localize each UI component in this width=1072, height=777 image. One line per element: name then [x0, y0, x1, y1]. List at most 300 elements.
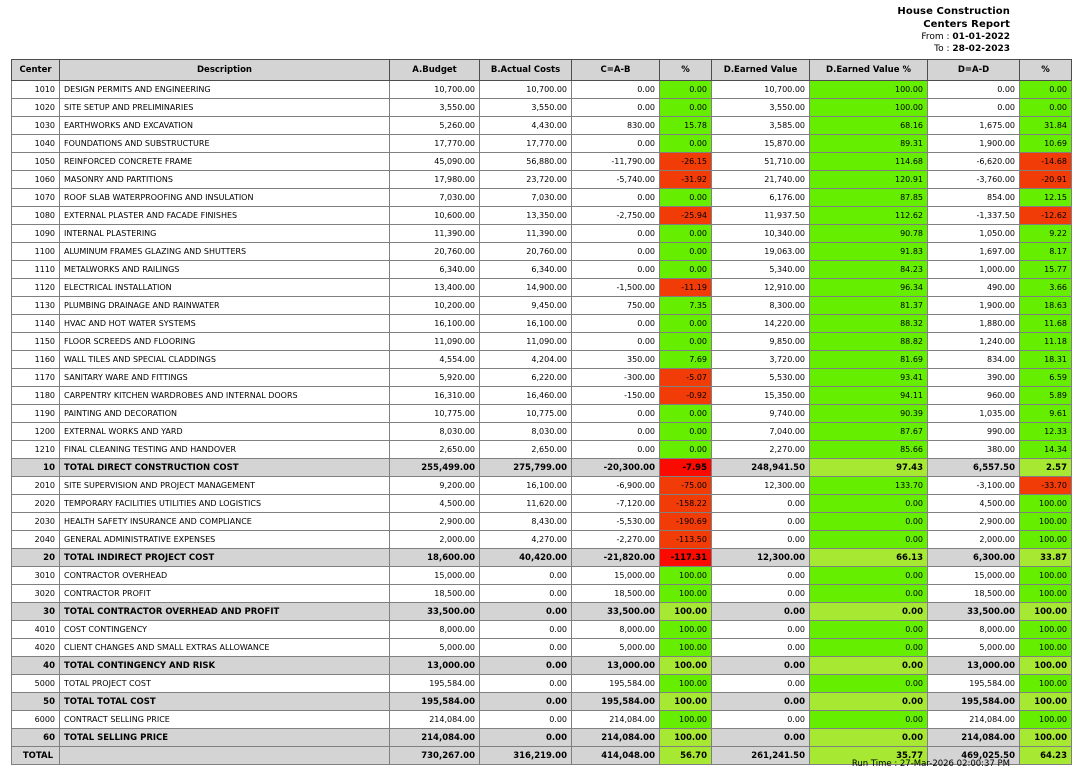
cell-variance-pct: -7.95 — [660, 459, 712, 477]
table-row — [12, 567, 1072, 585]
cell-actual-costs: 3,550.00 — [480, 99, 572, 117]
cell-earned-value-pct: 81.69 — [810, 351, 928, 369]
column-header-budget-minus-ev-pct: % — [1020, 60, 1072, 81]
cell-budget-minus-ev: 0.00 — [928, 81, 1020, 99]
cell-center: 30 — [12, 603, 60, 621]
cell-variance-pct: 0.00 — [660, 225, 712, 243]
cell-budget: 214,084.00 — [390, 729, 480, 747]
cell-budget-minus-ev-pct: 100.00 — [1020, 675, 1072, 693]
table-row — [12, 441, 1072, 459]
cell-budget-minus-ev-pct: -33.70 — [1020, 477, 1072, 495]
cell-variance: -2,270.00 — [572, 531, 660, 549]
cell-budget-minus-ev: 1,697.00 — [928, 243, 1020, 261]
cell-center: 1160 — [12, 351, 60, 369]
cell-earned-value: 15,870.00 — [712, 135, 810, 153]
table-header-row — [12, 60, 1072, 81]
column-header-actual-costs: B.Actual Costs — [480, 60, 572, 81]
cell-actual-costs: 0.00 — [480, 729, 572, 747]
cell-center: 1080 — [12, 207, 60, 225]
cell-budget: 2,000.00 — [390, 531, 480, 549]
cell-actual-costs: 6,220.00 — [480, 369, 572, 387]
cell-budget-minus-ev: 2,000.00 — [928, 531, 1020, 549]
cell-description: TOTAL INDIRECT PROJECT COST — [60, 549, 390, 567]
cell-earned-value: 248,941.50 — [712, 459, 810, 477]
cell-center: 2010 — [12, 477, 60, 495]
cell-variance-pct: -117.31 — [660, 549, 712, 567]
cell-actual-costs: 4,204.00 — [480, 351, 572, 369]
cell-variance: -20,300.00 — [572, 459, 660, 477]
cell-budget-minus-ev: 1,035.00 — [928, 405, 1020, 423]
cell-earned-value: 0.00 — [712, 675, 810, 693]
cell-budget-minus-ev: 1,900.00 — [928, 297, 1020, 315]
column-header-earned-value-pct: D.Earned Value % — [810, 60, 928, 81]
table-row — [12, 477, 1072, 495]
cell-earned-value: 3,550.00 — [712, 99, 810, 117]
cell-variance-pct: 15.78 — [660, 117, 712, 135]
cell-variance: 750.00 — [572, 297, 660, 315]
cell-budget-minus-ev-pct: -14.68 — [1020, 153, 1072, 171]
table-body — [12, 81, 1072, 765]
cell-budget: 730,267.00 — [390, 747, 480, 765]
cell-budget-minus-ev-pct: 0.00 — [1020, 81, 1072, 99]
cell-budget: 195,584.00 — [390, 675, 480, 693]
cell-earned-value: 9,850.00 — [712, 333, 810, 351]
cell-variance-pct: 7.69 — [660, 351, 712, 369]
column-header-budget-minus-ev: D=A-D — [928, 60, 1020, 81]
cell-budget-minus-ev: 1,000.00 — [928, 261, 1020, 279]
cell-center: 1010 — [12, 81, 60, 99]
cell-budget-minus-ev-pct: 11.18 — [1020, 333, 1072, 351]
cell-center: TOTAL — [12, 747, 60, 765]
cell-budget-minus-ev-pct: -12.62 — [1020, 207, 1072, 225]
cell-earned-value-pct: 0.00 — [810, 693, 928, 711]
cell-variance-pct: 0.00 — [660, 315, 712, 333]
cell-earned-value-pct: 0.00 — [810, 513, 928, 531]
cell-variance-pct: 100.00 — [660, 603, 712, 621]
table-row — [12, 117, 1072, 135]
cell-earned-value: 0.00 — [712, 729, 810, 747]
cell-budget-minus-ev-pct: 100.00 — [1020, 621, 1072, 639]
report-table — [11, 59, 1072, 765]
cell-budget-minus-ev: 469,025.50 — [928, 747, 1020, 765]
cell-earned-value-pct: 0.00 — [810, 639, 928, 657]
cell-budget: 18,500.00 — [390, 585, 480, 603]
table-row — [12, 531, 1072, 549]
cell-budget-minus-ev-pct: 14.34 — [1020, 441, 1072, 459]
table-row — [12, 315, 1072, 333]
cell-description: ALUMINUM FRAMES GLAZING AND SHUTTERS — [60, 243, 390, 261]
cell-variance: 350.00 — [572, 351, 660, 369]
table-row — [12, 495, 1072, 513]
cell-budget-minus-ev-pct: 64.23 — [1020, 747, 1072, 765]
cell-budget-minus-ev: 8,000.00 — [928, 621, 1020, 639]
table-row — [12, 387, 1072, 405]
cell-center: 1200 — [12, 423, 60, 441]
cell-variance-pct: -158.22 — [660, 495, 712, 513]
cell-earned-value: 0.00 — [712, 657, 810, 675]
cell-earned-value: 0.00 — [712, 495, 810, 513]
cell-budget-minus-ev-pct: 5.89 — [1020, 387, 1072, 405]
column-header-variance-pct: % — [660, 60, 712, 81]
cell-variance: 0.00 — [572, 99, 660, 117]
cell-budget: 17,770.00 — [390, 135, 480, 153]
cell-center: 1130 — [12, 297, 60, 315]
cell-actual-costs: 0.00 — [480, 693, 572, 711]
cell-variance-pct: 100.00 — [660, 675, 712, 693]
cell-center: 1110 — [12, 261, 60, 279]
cell-earned-value: 3,585.00 — [712, 117, 810, 135]
cell-budget-minus-ev: 214,084.00 — [928, 729, 1020, 747]
cell-earned-value-pct: 66.13 — [810, 549, 928, 567]
cell-center: 1090 — [12, 225, 60, 243]
cell-description: TOTAL SELLING PRICE — [60, 729, 390, 747]
table-row — [12, 369, 1072, 387]
cell-budget-minus-ev-pct: 31.84 — [1020, 117, 1072, 135]
cell-budget-minus-ev: 0.00 — [928, 99, 1020, 117]
cell-center: 1020 — [12, 99, 60, 117]
cell-budget: 4,554.00 — [390, 351, 480, 369]
cell-budget-minus-ev: 990.00 — [928, 423, 1020, 441]
table-row — [12, 405, 1072, 423]
table-row — [12, 99, 1072, 117]
cell-variance: -7,120.00 — [572, 495, 660, 513]
cell-budget-minus-ev: 5,000.00 — [928, 639, 1020, 657]
column-header-budget: A.Budget — [390, 60, 480, 81]
cell-actual-costs: 4,430.00 — [480, 117, 572, 135]
cell-description: METALWORKS AND RAILINGS — [60, 261, 390, 279]
cell-budget-minus-ev: 6,557.50 — [928, 459, 1020, 477]
table-row — [12, 153, 1072, 171]
cell-budget: 45,090.00 — [390, 153, 480, 171]
cell-budget: 10,200.00 — [390, 297, 480, 315]
cell-variance: 414,048.00 — [572, 747, 660, 765]
cell-budget: 16,310.00 — [390, 387, 480, 405]
cell-earned-value-pct: 96.34 — [810, 279, 928, 297]
cell-earned-value-pct: 0.00 — [810, 531, 928, 549]
cell-variance-pct: 56.70 — [660, 747, 712, 765]
cell-variance-pct: 7.35 — [660, 297, 712, 315]
cell-variance-pct: -11.19 — [660, 279, 712, 297]
cell-description: CONTRACTOR OVERHEAD — [60, 567, 390, 585]
cell-actual-costs: 40,420.00 — [480, 549, 572, 567]
cell-earned-value-pct: 94.11 — [810, 387, 928, 405]
cell-budget-minus-ev-pct: 100.00 — [1020, 711, 1072, 729]
cell-variance: 13,000.00 — [572, 657, 660, 675]
table-header — [12, 60, 1072, 81]
cell-budget: 10,600.00 — [390, 207, 480, 225]
cell-variance: -150.00 — [572, 387, 660, 405]
cell-earned-value: 0.00 — [712, 585, 810, 603]
cell-budget-minus-ev-pct: 100.00 — [1020, 513, 1072, 531]
cell-variance: -2,750.00 — [572, 207, 660, 225]
cell-variance-pct: -31.92 — [660, 171, 712, 189]
cell-actual-costs: 316,219.00 — [480, 747, 572, 765]
cell-variance: 0.00 — [572, 81, 660, 99]
cell-description: REINFORCED CONCRETE FRAME — [60, 153, 390, 171]
cell-budget: 4,500.00 — [390, 495, 480, 513]
cell-variance-pct: 0.00 — [660, 243, 712, 261]
cell-earned-value-pct: 87.67 — [810, 423, 928, 441]
cell-variance: 0.00 — [572, 423, 660, 441]
cell-description: EARTHWORKS AND EXCAVATION — [60, 117, 390, 135]
cell-budget-minus-ev-pct: 33.87 — [1020, 549, 1072, 567]
cell-budget-minus-ev-pct: 12.15 — [1020, 189, 1072, 207]
table-subtotal-row — [12, 603, 1072, 621]
run-time-label: Run Time : 27-Mar-2026 02:00:37 PM — [851, 759, 1010, 769]
cell-variance-pct: 0.00 — [660, 333, 712, 351]
cell-variance-pct: 100.00 — [660, 585, 712, 603]
cell-budget: 10,700.00 — [390, 81, 480, 99]
cell-description: MASONRY AND PARTITIONS — [60, 171, 390, 189]
cell-budget-minus-ev-pct: 10.69 — [1020, 135, 1072, 153]
cell-variance: -5,530.00 — [572, 513, 660, 531]
cell-earned-value: 5,340.00 — [712, 261, 810, 279]
cell-actual-costs: 11,620.00 — [480, 495, 572, 513]
cell-budget-minus-ev: 490.00 — [928, 279, 1020, 297]
cell-earned-value-pct: 0.00 — [810, 495, 928, 513]
cell-earned-value: 0.00 — [712, 531, 810, 549]
cell-earned-value-pct: 87.85 — [810, 189, 928, 207]
cell-center: 3010 — [12, 567, 60, 585]
cell-variance-pct: -5.07 — [660, 369, 712, 387]
cell-earned-value: 0.00 — [712, 567, 810, 585]
cell-earned-value-pct: 120.91 — [810, 171, 928, 189]
cell-actual-costs: 16,460.00 — [480, 387, 572, 405]
cell-budget: 17,980.00 — [390, 171, 480, 189]
cell-budget: 195,584.00 — [390, 693, 480, 711]
cell-variance-pct: -113.50 — [660, 531, 712, 549]
cell-earned-value: 3,720.00 — [712, 351, 810, 369]
cell-budget-minus-ev-pct: 100.00 — [1020, 639, 1072, 657]
cell-variance-pct: 0.00 — [660, 99, 712, 117]
cell-center: 1170 — [12, 369, 60, 387]
cell-actual-costs: 0.00 — [480, 585, 572, 603]
cell-earned-value-pct: 0.00 — [810, 603, 928, 621]
report-title-line-1: House Construction — [897, 6, 1010, 17]
cell-variance: 0.00 — [572, 441, 660, 459]
cell-actual-costs: 6,340.00 — [480, 261, 572, 279]
cell-earned-value-pct: 91.83 — [810, 243, 928, 261]
cell-center: 2030 — [12, 513, 60, 531]
cell-budget-minus-ev-pct: 3.66 — [1020, 279, 1072, 297]
cell-budget-minus-ev-pct: 100.00 — [1020, 495, 1072, 513]
cell-variance-pct: 100.00 — [660, 693, 712, 711]
cell-earned-value-pct: 81.37 — [810, 297, 928, 315]
cell-budget-minus-ev: 834.00 — [928, 351, 1020, 369]
cell-center: 1140 — [12, 315, 60, 333]
cell-center: 1100 — [12, 243, 60, 261]
report-date-to — [897, 44, 1010, 55]
cell-earned-value: 0.00 — [712, 513, 810, 531]
cell-budget: 3,550.00 — [390, 99, 480, 117]
cell-budget-minus-ev-pct: -20.91 — [1020, 171, 1072, 189]
table-subtotal-row — [12, 693, 1072, 711]
cell-description: HVAC AND HOT WATER SYSTEMS — [60, 315, 390, 333]
cell-center: 1050 — [12, 153, 60, 171]
cell-budget-minus-ev-pct: 100.00 — [1020, 585, 1072, 603]
cell-description: PLUMBING DRAINAGE AND RAINWATER — [60, 297, 390, 315]
table-subtotal-row — [12, 549, 1072, 567]
table-subtotal-row — [12, 729, 1072, 747]
cell-variance-pct: 100.00 — [660, 657, 712, 675]
cell-description: TEMPORARY FACILITIES UTILITIES AND LOGISTICS — [60, 495, 390, 513]
cell-earned-value: 0.00 — [712, 693, 810, 711]
cell-description: TOTAL CONTRACTOR OVERHEAD AND PROFIT — [60, 603, 390, 621]
cell-earned-value: 6,176.00 — [712, 189, 810, 207]
cell-actual-costs: 2,650.00 — [480, 441, 572, 459]
cell-budget-minus-ev: 33,500.00 — [928, 603, 1020, 621]
cell-description: EXTERNAL WORKS AND YARD — [60, 423, 390, 441]
column-header-variance: C=A-B — [572, 60, 660, 81]
cell-actual-costs: 14,900.00 — [480, 279, 572, 297]
cell-budget-minus-ev-pct: 12.33 — [1020, 423, 1072, 441]
cell-center: 1210 — [12, 441, 60, 459]
from-label: From : — [921, 32, 950, 42]
cell-budget: 13,000.00 — [390, 657, 480, 675]
table-row — [12, 171, 1072, 189]
cell-earned-value: 0.00 — [712, 603, 810, 621]
cell-budget: 5,000.00 — [390, 639, 480, 657]
cell-budget: 5,260.00 — [390, 117, 480, 135]
cell-budget: 8,030.00 — [390, 423, 480, 441]
cell-budget-minus-ev: 2,900.00 — [928, 513, 1020, 531]
cell-variance: 8,000.00 — [572, 621, 660, 639]
cell-budget: 2,900.00 — [390, 513, 480, 531]
report-table-container — [11, 59, 1067, 765]
cell-center: 10 — [12, 459, 60, 477]
cell-variance-pct: 100.00 — [660, 711, 712, 729]
cell-actual-costs: 0.00 — [480, 567, 572, 585]
cell-budget-minus-ev-pct: 8.17 — [1020, 243, 1072, 261]
cell-earned-value: 9,740.00 — [712, 405, 810, 423]
cell-variance-pct: 0.00 — [660, 81, 712, 99]
cell-budget: 8,000.00 — [390, 621, 480, 639]
cell-center: 4020 — [12, 639, 60, 657]
cell-earned-value-pct: 90.78 — [810, 225, 928, 243]
cell-variance: -11,790.00 — [572, 153, 660, 171]
cell-description: TOTAL TOTAL COST — [60, 693, 390, 711]
cell-description: FOUNDATIONS AND SUBSTRUCTURE — [60, 135, 390, 153]
cell-description: INTERNAL PLASTERING — [60, 225, 390, 243]
cell-actual-costs: 0.00 — [480, 675, 572, 693]
cell-budget-minus-ev-pct: 9.61 — [1020, 405, 1072, 423]
cell-budget-minus-ev-pct: 11.68 — [1020, 315, 1072, 333]
cell-description: GENERAL ADMINISTRATIVE EXPENSES — [60, 531, 390, 549]
cell-budget-minus-ev: -6,620.00 — [928, 153, 1020, 171]
table-row — [12, 189, 1072, 207]
table-row — [12, 225, 1072, 243]
cell-description: CARPENTRY KITCHEN WARDROBES AND INTERNAL DOORS — [60, 387, 390, 405]
cell-budget: 11,090.00 — [390, 333, 480, 351]
cell-description: ROOF SLAB WATERPROOFING AND INSULATION — [60, 189, 390, 207]
column-header-description: Description — [60, 60, 390, 81]
cell-earned-value: 12,300.00 — [712, 477, 810, 495]
cell-earned-value-pct: 100.00 — [810, 99, 928, 117]
cell-earned-value-pct: 100.00 — [810, 81, 928, 99]
cell-budget-minus-ev: 1,675.00 — [928, 117, 1020, 135]
cell-actual-costs: 20,760.00 — [480, 243, 572, 261]
cell-budget-minus-ev: 1,880.00 — [928, 315, 1020, 333]
cell-variance: 830.00 — [572, 117, 660, 135]
cell-budget-minus-ev: 18,500.00 — [928, 585, 1020, 603]
cell-center: 1030 — [12, 117, 60, 135]
cell-description: FINAL CLEANING TESTING AND HANDOVER — [60, 441, 390, 459]
cell-budget: 7,030.00 — [390, 189, 480, 207]
cell-center: 1180 — [12, 387, 60, 405]
cell-budget-minus-ev-pct: 18.31 — [1020, 351, 1072, 369]
cell-description: COST CONTINGENCY — [60, 621, 390, 639]
cell-variance: 33,500.00 — [572, 603, 660, 621]
cell-variance: 0.00 — [572, 315, 660, 333]
cell-earned-value-pct: 112.62 — [810, 207, 928, 225]
cell-center: 60 — [12, 729, 60, 747]
cell-budget-minus-ev: 15,000.00 — [928, 567, 1020, 585]
cell-actual-costs: 56,880.00 — [480, 153, 572, 171]
cell-budget-minus-ev: 4,500.00 — [928, 495, 1020, 513]
cell-center: 1190 — [12, 405, 60, 423]
cell-variance-pct: -25.94 — [660, 207, 712, 225]
cell-earned-value: 10,340.00 — [712, 225, 810, 243]
cell-actual-costs: 0.00 — [480, 603, 572, 621]
cell-budget-minus-ev-pct: 100.00 — [1020, 531, 1072, 549]
table-row — [12, 297, 1072, 315]
cell-actual-costs: 275,799.00 — [480, 459, 572, 477]
cell-earned-value-pct: 0.00 — [810, 675, 928, 693]
cell-description: TOTAL PROJECT COST — [60, 675, 390, 693]
cell-budget: 15,000.00 — [390, 567, 480, 585]
table-row — [12, 207, 1072, 225]
cell-budget-minus-ev-pct: 6.59 — [1020, 369, 1072, 387]
cell-variance: 195,584.00 — [572, 675, 660, 693]
cell-center: 1060 — [12, 171, 60, 189]
cell-variance-pct: 0.00 — [660, 441, 712, 459]
cell-variance-pct: 0.00 — [660, 261, 712, 279]
table-row — [12, 261, 1072, 279]
cell-description: EXTERNAL PLASTER AND FACADE FINISHES — [60, 207, 390, 225]
column-header-earned-value: D.Earned Value — [712, 60, 810, 81]
cell-variance: 5,000.00 — [572, 639, 660, 657]
cell-actual-costs: 11,390.00 — [480, 225, 572, 243]
cell-earned-value-pct: 85.66 — [810, 441, 928, 459]
cell-earned-value: 12,300.00 — [712, 549, 810, 567]
cell-budget: 11,390.00 — [390, 225, 480, 243]
cell-earned-value-pct: 89.31 — [810, 135, 928, 153]
cell-actual-costs: 0.00 — [480, 657, 572, 675]
cell-actual-costs: 0.00 — [480, 621, 572, 639]
cell-description: CONTRACTOR PROFIT — [60, 585, 390, 603]
table-row — [12, 81, 1072, 99]
cell-budget-minus-ev: 195,584.00 — [928, 693, 1020, 711]
cell-budget: 2,650.00 — [390, 441, 480, 459]
cell-earned-value-pct: 0.00 — [810, 585, 928, 603]
cell-center: 1070 — [12, 189, 60, 207]
cell-budget-minus-ev-pct: 18.63 — [1020, 297, 1072, 315]
cell-budget: 13,400.00 — [390, 279, 480, 297]
cell-variance: 0.00 — [572, 333, 660, 351]
cell-actual-costs: 16,100.00 — [480, 477, 572, 495]
cell-description: PAINTING AND DECORATION — [60, 405, 390, 423]
cell-budget-minus-ev-pct: 100.00 — [1020, 693, 1072, 711]
report-title-line-2: Centers Report — [923, 18, 1010, 30]
cell-description: CONTRACT SELLING PRICE — [60, 711, 390, 729]
to-value: 28-02-2023 — [952, 44, 1010, 55]
cell-actual-costs: 8,430.00 — [480, 513, 572, 531]
table-row — [12, 639, 1072, 657]
cell-budget: 5,920.00 — [390, 369, 480, 387]
cell-actual-costs: 8,030.00 — [480, 423, 572, 441]
report-date-from — [897, 32, 1010, 43]
cell-variance: 214,084.00 — [572, 729, 660, 747]
